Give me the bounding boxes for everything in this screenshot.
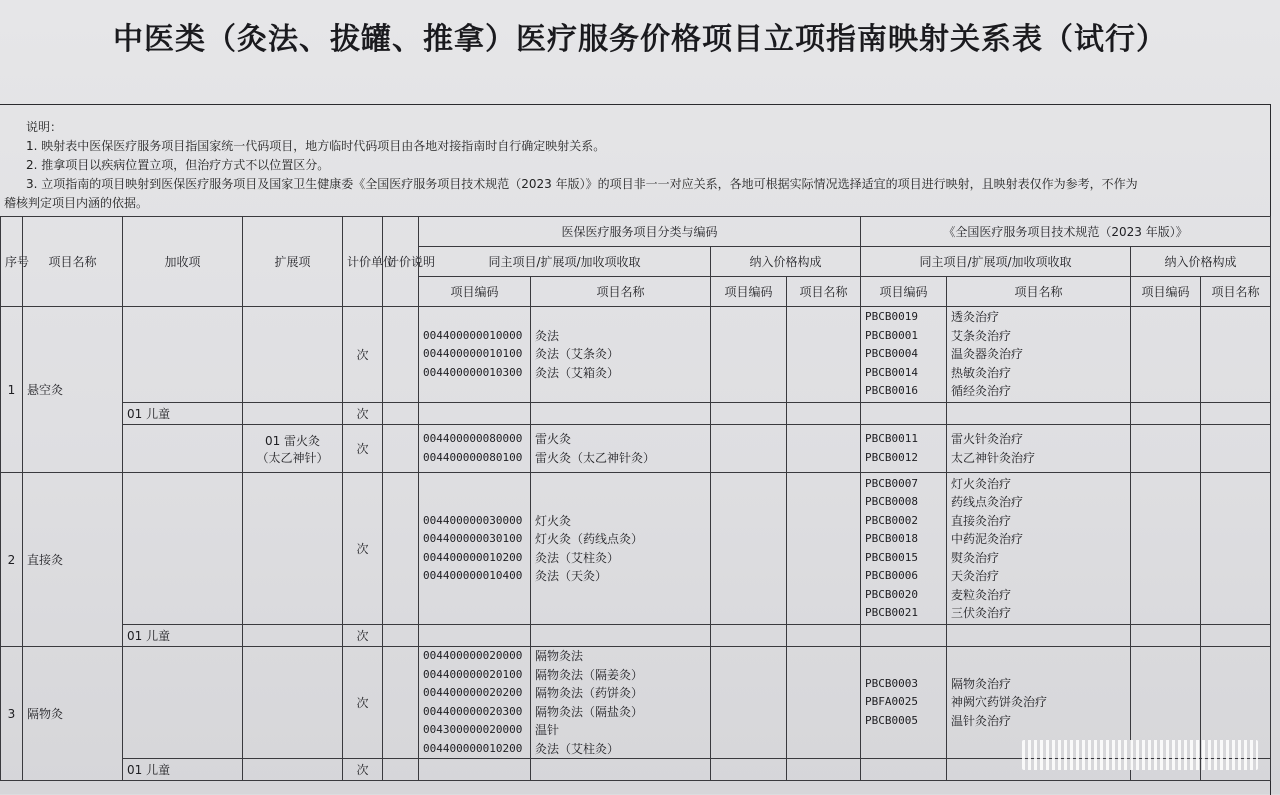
row-nhc-names: 灯火灸治疗 药线点灸治疗 直接灸治疗 中药泥灸治疗 熨灸治疗 天灸治疗 麦粒灸治疗 三伏灸治疗 xyxy=(947,473,1131,625)
row-seq: 2 xyxy=(1,473,23,647)
row-unit: 次 xyxy=(343,647,383,759)
row-nhc-in-code xyxy=(1131,307,1201,403)
row-price-note xyxy=(383,307,419,403)
row-unit: 次 xyxy=(343,425,383,473)
mapping-table xyxy=(0,216,1271,781)
row-add xyxy=(123,307,243,403)
row-seq: 3 xyxy=(1,647,23,781)
row-ext xyxy=(243,473,343,625)
row-nhc-codes: PBCB0003 PBFA0025 PBCB0005 xyxy=(861,647,947,759)
header-med-name: 项目名称 xyxy=(531,277,711,307)
row-med-codes: 004400000080000 004400000080100 xyxy=(419,425,531,473)
header-med-in-price: 纳入价格构成 xyxy=(711,247,861,277)
table-row xyxy=(1,625,1271,647)
header-med-same-charge: 同主项目/扩展项/加收项收取 xyxy=(419,247,711,277)
row-nhc-names: 隔物灸治疗 神阙穴药饼灸治疗 温针灸治疗 xyxy=(947,647,1131,759)
header-medicare-group: 医保医疗服务项目分类与编码 xyxy=(419,217,861,247)
row-add: 01 儿童 xyxy=(123,625,243,647)
row-med-codes: 004400000030000 004400000030100 004400000010200 004400000010400 xyxy=(419,473,531,625)
header-nhc-in-name: 项目名称 xyxy=(1201,277,1271,307)
row-nhc-in-name xyxy=(1201,307,1271,403)
header-ext-item: 扩展项 xyxy=(243,217,343,307)
row-unit: 次 xyxy=(343,473,383,625)
row-add: 01 儿童 xyxy=(123,759,243,781)
header-nhc-in-price: 纳入价格构成 xyxy=(1131,247,1271,277)
row-unit: 次 xyxy=(343,625,383,647)
header-nhc-name: 项目名称 xyxy=(947,277,1131,307)
row-med-in-code xyxy=(711,307,787,403)
row-add xyxy=(123,647,243,759)
table-row xyxy=(1,425,1271,473)
row-med-codes: 004400000020000 004400000020100 004400000020200 004400000020300 004300000020000 004400000010200 xyxy=(419,647,531,759)
row-seq: 1 xyxy=(1,307,23,473)
row-nhc-codes: PBCB0011 PBCB0012 xyxy=(861,425,947,473)
table-row xyxy=(1,403,1271,425)
row-item-name: 隔物灸 xyxy=(23,647,123,781)
header-nhc-group: 《全国医疗服务项目技术规范（2023 年版）》 xyxy=(861,217,1271,247)
row-nhc-codes: PBCB0007 PBCB0008 PBCB0002 PBCB0018 PBCB0015 PBCB0006 PBCB0020 PBCB0021 xyxy=(861,473,947,625)
header-item-name: 项目名称 xyxy=(23,217,123,307)
note-3-continued: 稽核判定项目内涵的依据。 xyxy=(4,196,149,210)
row-add xyxy=(123,425,243,473)
row-ext: 01 雷火灸 （太乙神针） xyxy=(243,425,343,473)
row-med-names: 隔物灸法 隔物灸法（隔姜灸） 隔物灸法（药饼灸） 隔物灸法（隔盐灸） 温针 灸法（艾柱灸） xyxy=(531,647,711,759)
table-row xyxy=(1,473,1271,625)
header-nhc-in-code: 项目编码 xyxy=(1131,277,1201,307)
header-price-note: 计价说明 xyxy=(383,217,419,307)
row-med-names: 灯火灸 灯火灸（药线点灸） 灸法（艾柱灸） 灸法（天灸） xyxy=(531,473,711,625)
header-med-in-code: 项目编码 xyxy=(711,277,787,307)
row-unit: 次 xyxy=(343,403,383,425)
row-ext xyxy=(243,307,343,403)
header-seq: 序号 xyxy=(1,217,23,307)
row-nhc-names: 透灸治疗 艾条灸治疗 温灸器灸治疗 热敏灸治疗 循经灸治疗 xyxy=(947,307,1131,403)
row-nhc-names: 雷火针灸治疗 太乙神针灸治疗 xyxy=(947,425,1131,473)
header-unit: 计价单位 xyxy=(343,217,383,307)
note-1: 1. 映射表中医保医疗服务项目指国家统一代码项目，地方临时代码项目由各地对接指南时自行确定映射关系。 xyxy=(26,139,606,153)
row-med-codes: 004400000010000 004400000010100 004400000010300 xyxy=(419,307,531,403)
note-3: 3. 立项指南的项目映射到医保医疗服务项目及国家卫生健康委《全国医疗服务项目技术规范（2023 年版）》的项目非一一对应关系，各地可根据实际情况选择适宜的项目进行映射，且映射表仅作为参考，不作为 xyxy=(26,177,1138,191)
row-item-name: 直接灸 xyxy=(23,473,123,647)
note-2: 2. 推拿项目以疾病位置立项，但治疗方式不以位置区分。 xyxy=(26,158,330,172)
header-nhc-same-charge: 同主项目/扩展项/加收项收取 xyxy=(861,247,1131,277)
notes-block xyxy=(4,118,1266,213)
header-nhc-code: 项目编码 xyxy=(861,277,947,307)
row-ext xyxy=(243,647,343,759)
row-med-in-name xyxy=(787,307,861,403)
notes-heading: 说明： xyxy=(26,120,63,134)
row-unit: 次 xyxy=(343,759,383,781)
header-add-item: 加收项 xyxy=(123,217,243,307)
row-nhc-codes: PBCB0019 PBCB0001 PBCB0004 PBCB0014 PBCB0016 xyxy=(861,307,947,403)
row-add: 01 儿童 xyxy=(123,403,243,425)
header-med-in-name: 项目名称 xyxy=(787,277,861,307)
row-item-name: 悬空灸 xyxy=(23,307,123,473)
photo-glare-artifact xyxy=(1022,740,1258,770)
header-med-code: 项目编码 xyxy=(419,277,531,307)
table-row xyxy=(1,307,1271,403)
row-med-names: 灸法 灸法（艾条灸） 灸法（艾箱灸） xyxy=(531,307,711,403)
row-ext xyxy=(243,403,343,425)
page-title: 中医类（灸法、拔罐、推拿）医疗服务价格项目立项指南映射关系表（试行） xyxy=(113,22,1167,57)
row-med-names: 雷火灸 雷火灸（太乙神针灸） xyxy=(531,425,711,473)
row-unit: 次 xyxy=(343,307,383,403)
row-add xyxy=(123,473,243,625)
